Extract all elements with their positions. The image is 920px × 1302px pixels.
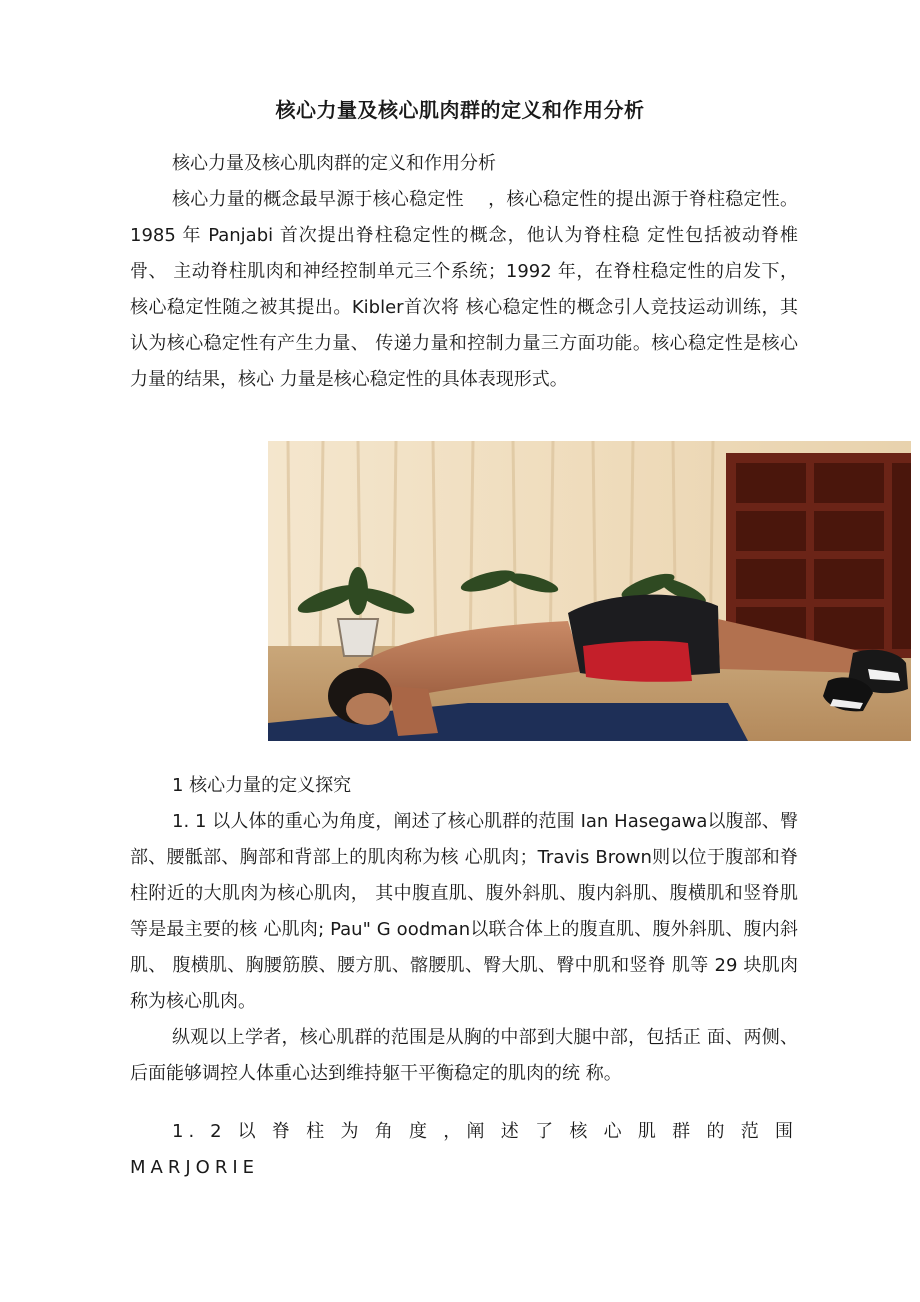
section-1-2-paragraph: 1. 2 以 脊 柱 为 角 度 ，阐 述 了 核 心 肌 群 的 范 围 MARJORIE	[130, 1121, 798, 1178]
summary-paragraph: 纵观以上学者，核心肌群的范围是从胸的中部到大腿中部，包括正 面、两侧、 后面能够调控人体重心达到维持躯干平衡稳定的肌肉的统 称。	[130, 1027, 798, 1084]
intro-paragraph: 核心力量的概念最早源于核心稳定性 ，核心稳定性的提出源于脊柱稳定性。1985 年 Panjabi 首次提出脊柱稳定性的概念，他认为脊柱稳 定性包括被动脊椎骨、 主动脊柱肌肉和神经控制单元三个系统；1992 年，在脊柱稳定性的启发下，核心稳定性随之被其提出。Kibler首次将 核心稳定性的概念引人竞技运动训练，其认为核心稳定性有产生力量、 传递力量和控制力量三方面功能。核心稳定性是核心力量的结果，核心 力量是核心稳定性的具体表现形式。	[130, 189, 798, 390]
subtitle-paragraph: 核心力量及核心肌肉群的定义和作用分析	[172, 153, 496, 174]
section-1-heading: 1 核心力量的定义探究	[172, 775, 352, 796]
page-title: 核心力量及核心肌肉群的定义和作用分析	[275, 98, 645, 122]
section-1-1-paragraph: 1. 1 以人体的重心为角度，阐述了核心肌群的范围 Ian Hasegawa以腹部、臀部、腰骶部、胸部和背部上的肌肉称为核 心肌肉；Travis Brown则以位于腹部和脊柱附近的大肌肉为核心肌肉， 其中腹直肌、腹外斜肌、腹内斜肌、腹横肌和竖脊肌等是最主要的核 心肌肉; Pau" G oodman以联合体上的腹直肌、腹外斜肌、腹内斜 肌、 腹横肌、胸腰筋膜、腰方肌、髂腰肌、臀大肌、臀中肌和竖脊 肌等 29 块肌肉称为核心肌肉。	[130, 811, 798, 1012]
plank-exercise-photo	[268, 441, 911, 741]
